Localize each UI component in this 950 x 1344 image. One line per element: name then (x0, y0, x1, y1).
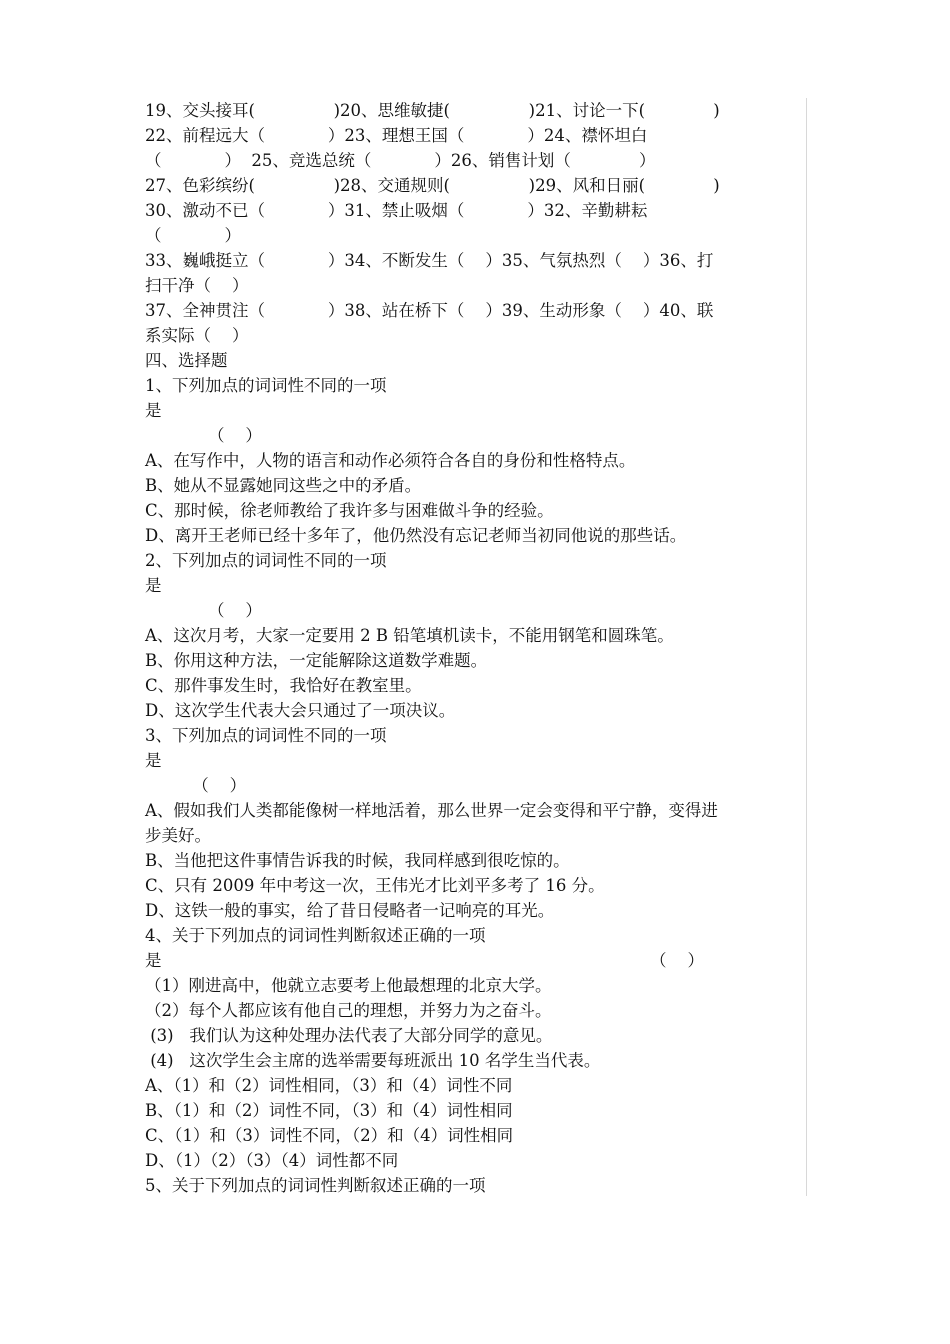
q3-stem: 3、下列加点的词词性不同的一项 (145, 726, 387, 745)
q3-option-b: B、当他把这件事情告诉我的时候，我同样感到很吃惊的。 (145, 851, 570, 870)
q4-sentence-4: (4) 这次学生会主席的选举需要每班派出 10 名学生当代表。 (145, 1051, 601, 1070)
q4-option-c: C、（1）和（3）词性不同，（2）和（4）词性相同 (145, 1126, 514, 1145)
q3-option-a: A、假如我们人类都能像树一样地活着，那么世界一定会变得和平宁静，变得进 (145, 801, 718, 820)
q4-stem: 4、关于下列加点的词词性判断叙述正确的一项 (145, 926, 486, 945)
q4-option-d: D、（1）（2）（3）（4）词性都不同 (145, 1151, 399, 1170)
vocab-line-24-26: （ ） 25、竞选总统（ ）26、销售计划（ ） (145, 151, 656, 170)
q4-sentence-3: (3) 我们认为这种处理办法代表了大部分同学的意见。 (145, 1026, 553, 1045)
q2-answer-bracket: （ ） (145, 601, 262, 620)
q2-option-b: B、你用这种方法，一定能解除这道数学难题。 (145, 651, 488, 670)
vocab-line-32-cont: （ ） (145, 226, 241, 245)
vocab-line-27-29: 27、色彩缤纷( )28、交通规则( )29、风和日丽( ) (145, 176, 720, 195)
q1-answer-bracket: （ ） (145, 426, 262, 445)
q3-option-d: D、这铁一般的事实，给了昔日侵略者一记响亮的耳光。 (145, 901, 555, 920)
q4-option-a: A、（1）和（2）词性相同，（3）和（4）词性不同 (145, 1076, 513, 1095)
q4-option-b: B、（1）和（2）词性不同，（3）和（4）词性相同 (145, 1101, 513, 1120)
vocab-line-33-36: 33、巍峨挺立（ ）34、不断发生（ ）35、气氛热烈（ ）36、打 (145, 251, 714, 270)
q2-stem: 2、下列加点的词词性不同的一项 (145, 551, 387, 570)
q2-option-d: D、这次学生代表大会只通过了一项决议。 (145, 701, 456, 720)
q5-stem: 5、关于下列加点的词词性判断叙述正确的一项 (145, 1176, 486, 1195)
vocab-line-37-40: 37、全神贯注（ ）38、站在桥下（ ）39、生动形象（ ）40、联 (145, 301, 714, 320)
q1-stem-cont: 是 (145, 401, 162, 420)
q3-option-c: C、只有 2009 年中考这一次，王伟光才比刘平多考了 16 分。 (145, 876, 605, 895)
q1-stem: 1、下列加点的词词性不同的一项 (145, 376, 387, 395)
q1-option-c: C、那时候，徐老师教给了我许多与困难做斗争的经验。 (145, 501, 554, 520)
q3-stem-cont: 是 (145, 751, 162, 770)
vocab-line-36-cont: 扫干净（ ） (145, 276, 249, 295)
vocab-line-19-21: 19、交头接耳( )20、思维敏捷( )21、讨论一下( ) (145, 101, 720, 120)
section-heading: 四、选择题 (145, 351, 228, 370)
q3-option-a-cont: 步美好。 (145, 826, 211, 845)
q2-option-a: A、这次月考，大家一定要用 2 B 铅笔填机读卡，不能用钢笔和圆珠笔。 (145, 626, 674, 645)
q1-option-d: D、离开王老师已经十多年了，他仍然没有忘记老师当初同他说的那些话。 (145, 526, 687, 545)
vocab-line-22-24: 22、前程远大（ ）23、理想王国（ ）24、襟怀坦白 (145, 126, 648, 145)
q2-stem-cont: 是 (145, 576, 162, 595)
q1-option-b: B、她从不显露她同这些之中的矛盾。 (145, 476, 422, 495)
vocab-line-30-32: 30、激动不已（ ）31、禁止吸烟（ ）32、辛勤耕耘 (145, 201, 648, 220)
q2-option-c: C、那件事发生时，我恰好在教室里。 (145, 676, 422, 695)
q4-sentence-1: （1）刚进高中，他就立志要考上他最想理的北京大学。 (145, 976, 552, 995)
q4-answer-bracket: （ ） (650, 951, 704, 970)
q3-answer-bracket: （ ） (145, 776, 247, 795)
q4-sentence-2: （2）每个人都应该有他自己的理想，并努力为之奋斗。 (145, 1001, 552, 1020)
q1-option-a: A、在写作中，人物的语言和动作必须符合各自的身份和性格特点。 (145, 451, 636, 470)
q4-stem-cont: 是 (145, 951, 162, 970)
vocab-line-40-cont: 系实际（ ） (145, 326, 249, 345)
